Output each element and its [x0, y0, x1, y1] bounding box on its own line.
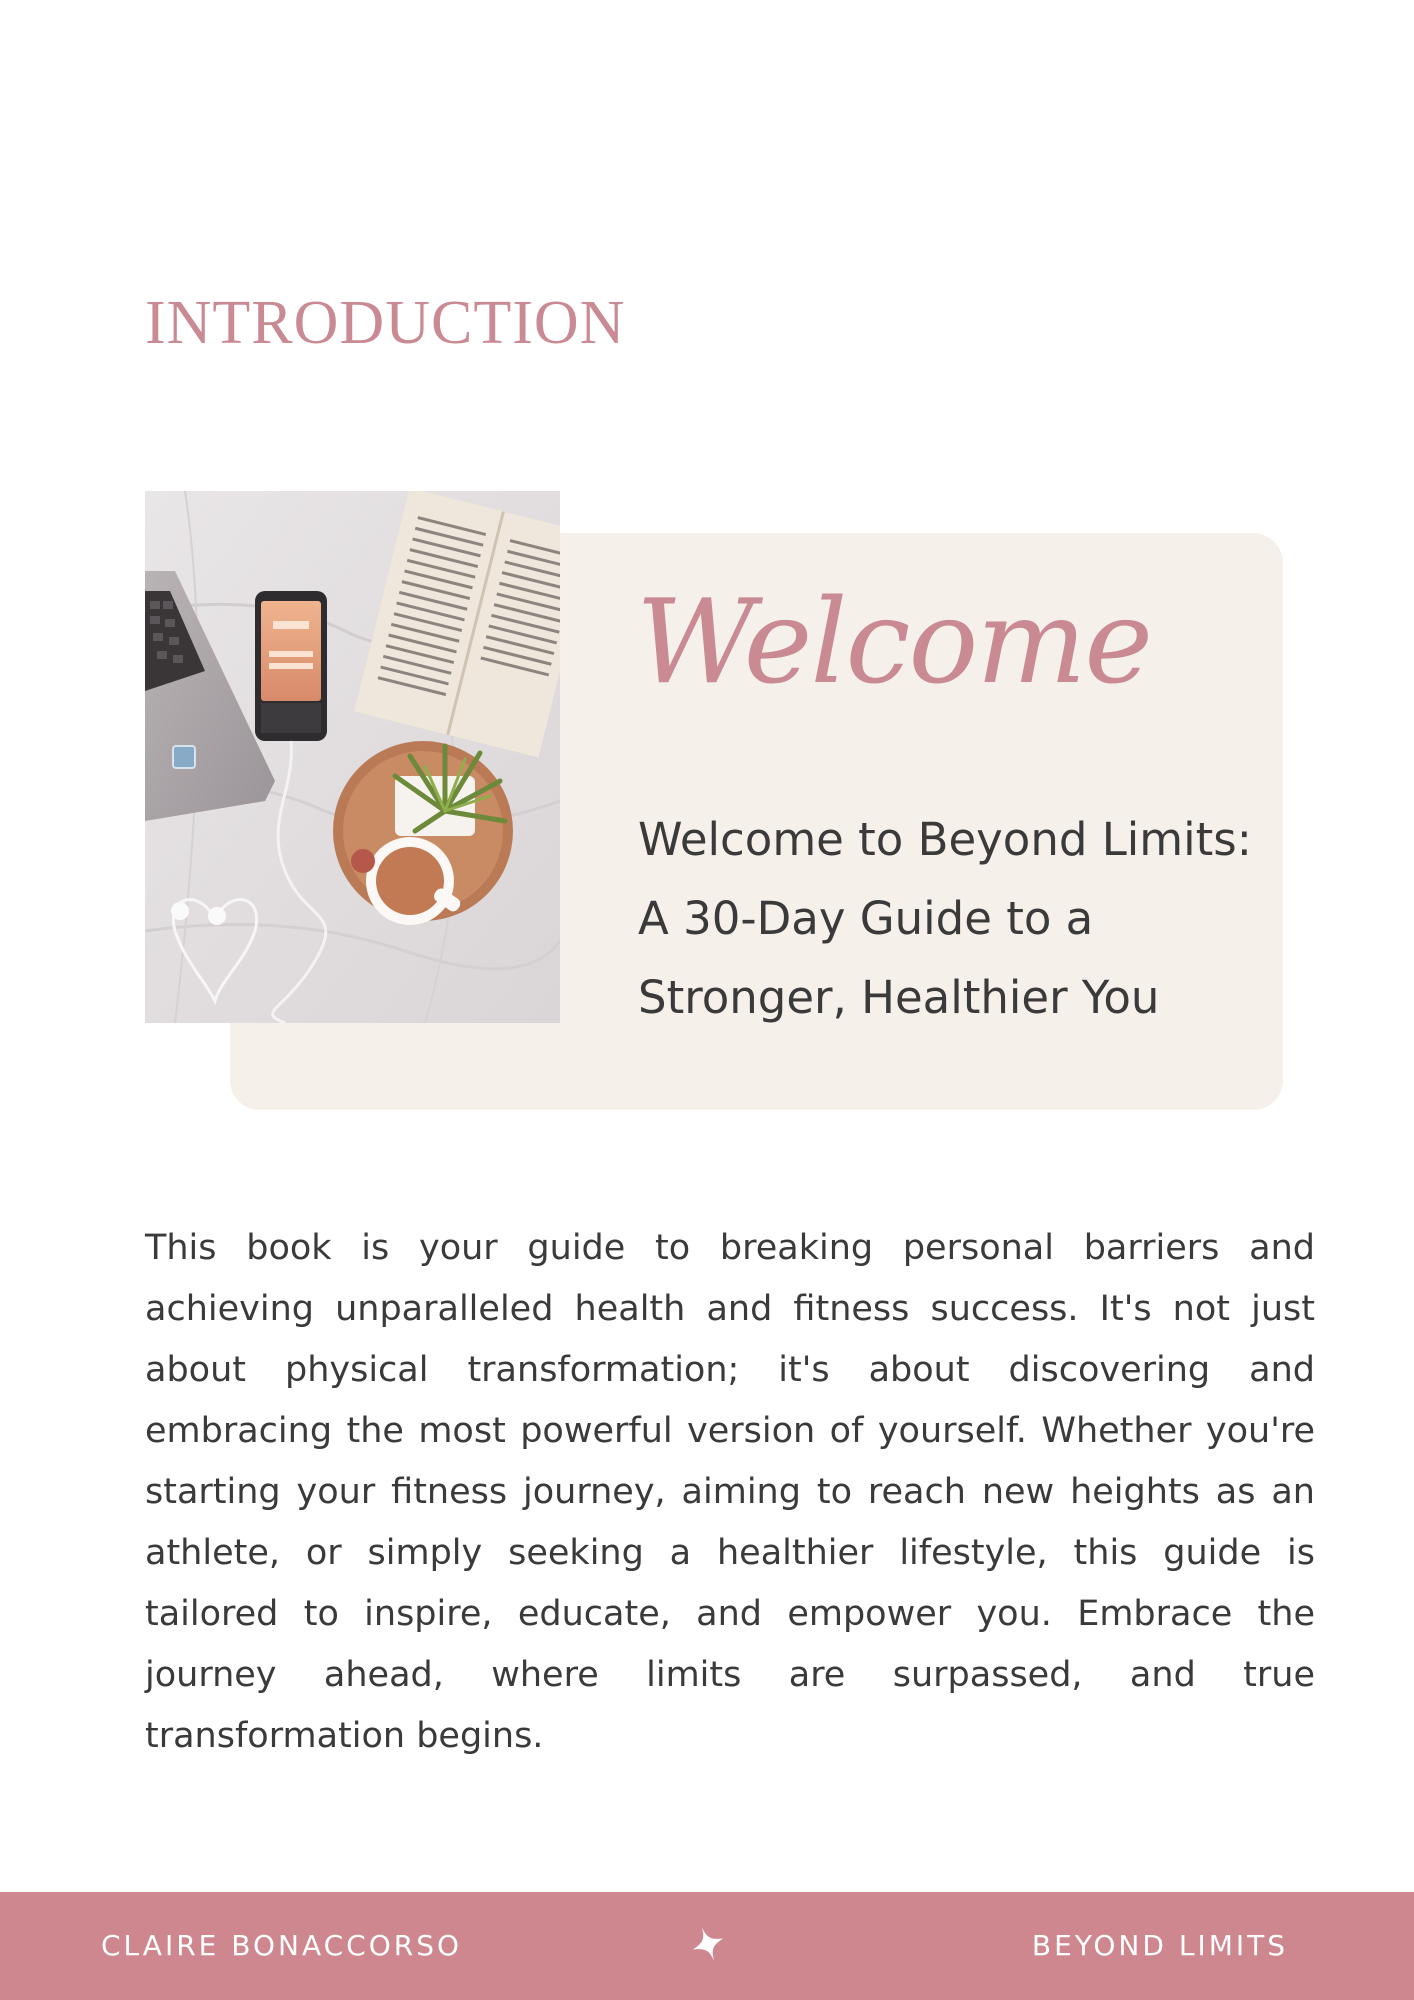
subtitle-line: Stronger, Healthier You — [638, 971, 1160, 1024]
footer-book-title: BEYOND LIMITS — [1031, 1929, 1288, 1962]
sparkle-star-icon — [690, 1924, 726, 1964]
footer-author: CLAIRE BONACCORSO — [101, 1929, 463, 1962]
subtitle-line: A 30-Day Guide to a — [638, 892, 1094, 945]
flatlay-photo — [145, 491, 560, 1023]
footer-bar — [0, 1892, 1414, 2000]
guide-subtitle — [638, 800, 1278, 1037]
welcome-script-title: Welcome — [636, 575, 1151, 710]
intro-paragraph: This book is your guide to breaking personal barriers and achieving unparalleled health and fitness success. It's not just about physical transformation; it's about discovering and embracing the most powerful version of yourself. Whether you're starting your fitness journey, aiming to reach new heights as an athlete, or simply seeking a healthier lifestyle, this guide is tailored to inspire, educate, and empower you. Embrace the journey ahead, where limits are surpassed, and true transformation begins. — [145, 1228, 1315, 1756]
page-heading: INTRODUCTION — [145, 289, 626, 357]
subtitle-line: Welcome to Beyond Limits: — [638, 813, 1252, 866]
